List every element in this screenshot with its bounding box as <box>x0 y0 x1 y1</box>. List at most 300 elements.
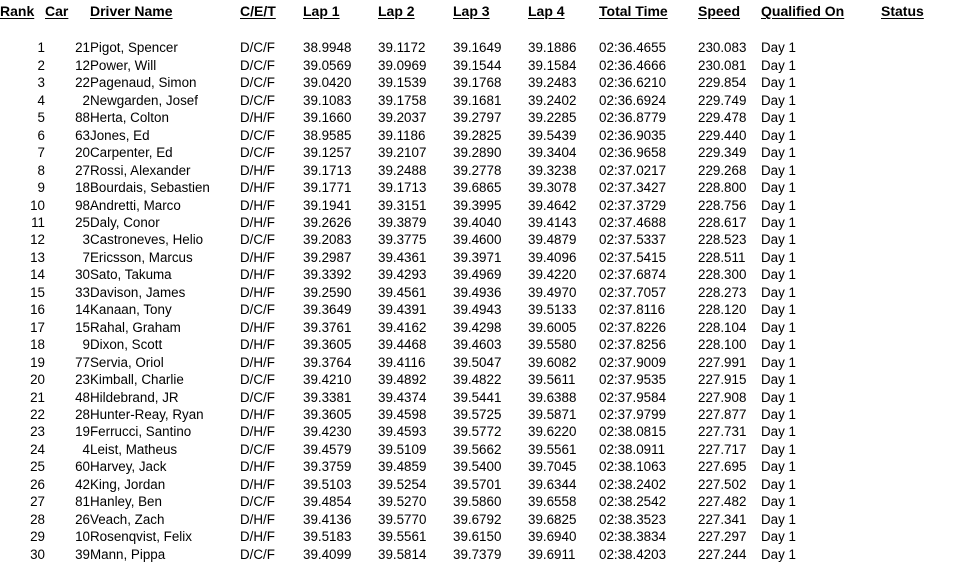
cell-qualified-on: Day 1 <box>761 145 796 161</box>
cell-lap-3: 39.2797 <box>453 110 502 126</box>
cell-car: 23 <box>75 372 90 388</box>
cell-lap-1: 39.4136 <box>303 511 352 527</box>
header-row <box>0 0 963 22</box>
cell-total-time: 02:36.6210 <box>599 75 667 91</box>
cell-total-time: 02:37.3427 <box>599 180 667 196</box>
table-row <box>0 197 963 214</box>
cell-lap-4: 39.3404 <box>528 145 577 161</box>
cell-qualified-on: Day 1 <box>761 459 796 475</box>
cell-driver-name: Hildebrand, JR <box>90 389 179 405</box>
cell-cet: D/H/F <box>240 529 275 545</box>
cell-speed: 228.120 <box>698 302 747 318</box>
header-status: Status <box>881 3 924 19</box>
cell-car: 18 <box>75 180 90 196</box>
cell-rank: 11 <box>31 214 45 230</box>
cell-lap-1: 39.4579 <box>303 441 352 457</box>
cell-lap-1: 39.1083 <box>303 92 352 108</box>
cell-lap-1: 39.2987 <box>303 249 352 265</box>
cell-car: 42 <box>75 476 90 492</box>
cell-rank: 7 <box>37 145 45 161</box>
cell-lap-2: 39.4293 <box>378 267 427 283</box>
cell-car: 10 <box>75 529 90 545</box>
cell-lap-3: 39.6865 <box>453 180 502 196</box>
table-row <box>0 371 963 388</box>
cell-status <box>881 493 963 510</box>
cell-car: 2 <box>82 92 90 108</box>
cell-lap-1: 39.3381 <box>303 389 352 405</box>
cell-rank: 26 <box>30 476 45 492</box>
table-row <box>0 144 963 161</box>
cell-total-time: 02:36.8779 <box>599 110 667 126</box>
cell-lap-2: 39.3151 <box>378 197 427 213</box>
cell-lap-3: 39.4822 <box>453 372 502 388</box>
cell-qualified-on: Day 1 <box>761 529 796 545</box>
cell-lap-2: 39.1186 <box>378 127 426 143</box>
cell-lap-4: 39.2285 <box>528 110 577 126</box>
cell-driver-name: Pagenaud, Simon <box>90 75 197 91</box>
cell-rank: 4 <box>37 92 45 108</box>
cell-driver-name: Davison, James <box>90 284 186 300</box>
cell-cet: D/C/F <box>240 494 275 510</box>
cell-car: 60 <box>75 459 90 475</box>
cell-qualified-on: Day 1 <box>761 406 796 422</box>
cell-lap-1: 39.2626 <box>303 214 352 230</box>
cell-total-time: 02:37.4688 <box>599 214 667 230</box>
cell-driver-name: Hanley, Ben <box>90 494 162 510</box>
cell-cet: D/H/F <box>240 110 275 126</box>
cell-lap-2: 39.4162 <box>378 319 427 335</box>
cell-lap-2: 39.4374 <box>378 389 427 405</box>
cell-rank: 17 <box>30 319 45 335</box>
cell-qualified-on: Day 1 <box>761 441 796 457</box>
cell-total-time: 02:38.2542 <box>599 494 667 510</box>
cell-status <box>881 423 963 440</box>
cell-lap-3: 39.6792 <box>453 511 502 527</box>
cell-total-time: 02:36.4666 <box>599 57 667 73</box>
cell-lap-3: 39.4600 <box>453 232 502 248</box>
cell-cet: D/H/F <box>240 284 275 300</box>
cell-lap-1: 39.5103 <box>303 476 352 492</box>
cell-lap-3: 39.5662 <box>453 441 502 457</box>
cell-lap-1: 39.4099 <box>303 546 352 562</box>
cell-total-time: 02:37.7057 <box>599 284 667 300</box>
cell-rank: 30 <box>30 546 45 562</box>
cell-status <box>881 109 963 126</box>
cell-status <box>881 197 963 214</box>
cell-car: 88 <box>75 110 90 126</box>
cell-car: 27 <box>75 162 90 178</box>
cell-car: 25 <box>75 214 90 230</box>
cell-rank: 1 <box>37 40 45 56</box>
cell-qualified-on: Day 1 <box>761 249 796 265</box>
cell-qualified-on: Day 1 <box>761 162 796 178</box>
cell-lap-1: 39.2590 <box>303 284 352 300</box>
cell-lap-3: 39.7379 <box>453 546 502 562</box>
cell-lap-1: 38.9585 <box>303 127 352 143</box>
cell-speed: 227.877 <box>698 406 747 422</box>
cell-total-time: 02:37.9584 <box>599 389 667 405</box>
table-row <box>0 336 963 353</box>
cell-lap-1: 39.4210 <box>303 372 352 388</box>
cell-status <box>881 92 963 109</box>
cell-total-time: 02:37.9535 <box>599 372 667 388</box>
cell-lap-4: 39.5133 <box>528 302 577 318</box>
cell-driver-name: Rosenqvist, Felix <box>90 529 192 545</box>
cell-speed: 227.341 <box>698 511 747 527</box>
cell-status <box>881 179 963 196</box>
cell-rank: 28 <box>30 511 45 527</box>
cell-lap-4: 39.4879 <box>528 232 577 248</box>
cell-lap-4: 39.1886 <box>528 40 577 56</box>
cell-lap-1: 39.3605 <box>303 406 352 422</box>
cell-car: 9 <box>82 337 90 353</box>
cell-speed: 228.617 <box>698 214 747 230</box>
cell-total-time: 02:37.8116 <box>599 302 666 318</box>
cell-lap-4: 39.4143 <box>528 214 577 230</box>
cell-driver-name: King, Jordan <box>90 476 166 492</box>
cell-speed: 230.083 <box>698 40 747 56</box>
cell-cet: D/C/F <box>240 92 275 108</box>
results-body <box>0 22 963 563</box>
cell-driver-name: Hunter-Reay, Ryan <box>90 406 204 422</box>
cell-status <box>881 354 963 371</box>
cell-cet: D/H/F <box>240 406 275 422</box>
cell-lap-2: 39.2107 <box>378 145 427 161</box>
cell-driver-name: Ferrucci, Santino <box>90 424 192 440</box>
cell-cet: D/C/F <box>240 232 275 248</box>
cell-rank: 27 <box>30 494 45 510</box>
cell-lap-2: 39.4598 <box>378 406 427 422</box>
cell-lap-1: 39.1713 <box>303 162 352 178</box>
cell-lap-3: 39.6150 <box>453 529 502 545</box>
cell-driver-name: Kanaan, Tony <box>90 302 172 318</box>
cell-lap-3: 39.4936 <box>453 284 502 300</box>
cell-car: 20 <box>75 145 90 161</box>
cell-total-time: 02:38.1063 <box>599 459 667 475</box>
cell-speed: 227.731 <box>698 424 747 440</box>
header-speed: Speed <box>698 3 741 19</box>
cell-car: 21 <box>75 40 90 56</box>
cell-lap-1: 39.3764 <box>303 354 352 370</box>
cell-rank: 18 <box>30 337 45 353</box>
header-lap-3: Lap 3 <box>453 3 490 19</box>
cell-lap-3: 39.5701 <box>453 476 502 492</box>
cell-status <box>881 511 963 528</box>
cell-lap-3: 39.5725 <box>453 406 502 422</box>
header-cet: C/E/T <box>240 3 276 19</box>
table-row <box>0 266 963 283</box>
cell-cet: D/C/F <box>240 40 275 56</box>
cell-cet: D/C/F <box>240 145 275 161</box>
table-row <box>0 493 963 510</box>
cell-total-time: 02:37.6874 <box>599 267 667 283</box>
cell-rank: 25 <box>30 459 45 475</box>
cell-speed: 229.749 <box>698 92 747 108</box>
cell-lap-4: 39.5580 <box>528 337 577 353</box>
cell-driver-name: Kimball, Charlie <box>90 372 184 388</box>
cell-cet: D/H/F <box>240 214 275 230</box>
cell-total-time: 02:38.3834 <box>599 529 667 545</box>
cell-status <box>881 127 963 144</box>
header-lap-4: Lap 4 <box>528 3 565 19</box>
cell-rank: 16 <box>30 302 45 318</box>
cell-lap-2: 39.4561 <box>378 284 427 300</box>
cell-lap-2: 39.5254 <box>378 476 427 492</box>
cell-lap-2: 39.5270 <box>378 494 427 510</box>
cell-driver-name: Carpenter, Ed <box>90 145 173 161</box>
cell-cet: D/H/F <box>240 162 275 178</box>
header-total-time: Total Time <box>599 3 668 19</box>
cell-qualified-on: Day 1 <box>761 40 796 56</box>
cell-lap-4: 39.4220 <box>528 267 577 283</box>
cell-rank: 9 <box>37 180 45 196</box>
cell-cet: D/H/F <box>240 459 275 475</box>
cell-lap-2: 39.0969 <box>378 57 427 73</box>
cell-qualified-on: Day 1 <box>761 302 796 318</box>
cell-rank: 5 <box>37 110 45 126</box>
cell-qualified-on: Day 1 <box>761 511 796 527</box>
cell-cet: D/H/F <box>240 319 275 335</box>
cell-lap-2: 39.5814 <box>378 546 427 562</box>
cell-rank: 20 <box>30 372 45 388</box>
cell-lap-4: 39.1584 <box>528 57 577 73</box>
table-row <box>0 406 963 423</box>
cell-qualified-on: Day 1 <box>761 546 796 562</box>
cell-lap-4: 39.4970 <box>528 284 577 300</box>
cell-total-time: 02:37.8226 <box>599 319 667 335</box>
cell-lap-4: 39.6344 <box>528 476 577 492</box>
table-row <box>0 92 963 109</box>
cell-car: 77 <box>75 354 90 370</box>
cell-cet: D/C/F <box>240 302 275 318</box>
cell-cet: D/C/F <box>240 546 275 562</box>
cell-lap-3: 39.4040 <box>453 214 502 230</box>
cell-speed: 229.349 <box>698 145 747 161</box>
cell-lap-2: 39.4859 <box>378 459 427 475</box>
cell-qualified-on: Day 1 <box>761 127 796 143</box>
cell-qualified-on: Day 1 <box>761 267 796 283</box>
cell-driver-name: Rossi, Alexander <box>90 162 191 178</box>
cell-lap-1: 39.3649 <box>303 302 352 318</box>
cell-total-time: 02:36.9035 <box>599 127 667 143</box>
cell-lap-1: 39.1257 <box>303 145 352 161</box>
cell-lap-3: 39.1544 <box>453 57 502 73</box>
cell-speed: 228.300 <box>698 267 747 283</box>
cell-lap-3: 39.5441 <box>453 389 502 405</box>
cell-cet: D/C/F <box>240 127 275 143</box>
cell-qualified-on: Day 1 <box>761 337 796 353</box>
cell-speed: 228.800 <box>698 180 747 196</box>
cell-lap-4: 39.4096 <box>528 249 577 265</box>
cell-rank: 13 <box>30 249 45 265</box>
cell-lap-3: 39.4603 <box>453 337 502 353</box>
cell-lap-1: 39.2083 <box>303 232 352 248</box>
cell-qualified-on: Day 1 <box>761 110 796 126</box>
cell-qualified-on: Day 1 <box>761 180 796 196</box>
cell-lap-3: 39.5400 <box>453 459 502 475</box>
cell-lap-3: 39.3971 <box>453 249 502 265</box>
cell-lap-2: 39.2488 <box>378 162 427 178</box>
cell-lap-2: 39.5109 <box>378 441 427 457</box>
cell-rank: 29 <box>30 529 45 545</box>
cell-lap-4: 39.3078 <box>528 180 577 196</box>
cell-speed: 230.081 <box>698 57 747 73</box>
cell-lap-3: 39.3995 <box>453 197 502 213</box>
cell-speed: 228.511 <box>698 249 746 265</box>
cell-lap-1: 39.0420 <box>303 75 352 91</box>
cell-lap-1: 38.9948 <box>303 40 352 56</box>
cell-lap-2: 39.4593 <box>378 424 427 440</box>
cell-lap-4: 39.6082 <box>528 354 577 370</box>
cell-cet: D/H/F <box>240 511 275 527</box>
table-row <box>0 476 963 493</box>
cell-lap-3: 39.2890 <box>453 145 502 161</box>
cell-lap-2: 39.1758 <box>378 92 427 108</box>
cell-driver-name: Veach, Zach <box>90 511 165 527</box>
cell-speed: 229.854 <box>698 75 747 91</box>
cell-lap-1: 39.3759 <box>303 459 352 475</box>
cell-status <box>881 57 963 74</box>
cell-status <box>881 441 963 458</box>
cell-total-time: 02:37.8256 <box>599 337 667 353</box>
cell-lap-1: 39.3761 <box>303 319 352 335</box>
cell-lap-4: 39.5611 <box>528 372 576 388</box>
cell-total-time: 02:36.4655 <box>599 40 667 56</box>
cell-speed: 228.104 <box>698 319 747 335</box>
cell-car: 4 <box>82 441 90 457</box>
cell-qualified-on: Day 1 <box>761 92 796 108</box>
table-row <box>0 109 963 126</box>
cell-car: 81 <box>75 494 90 510</box>
table-row <box>0 319 963 336</box>
cell-qualified-on: Day 1 <box>761 319 796 335</box>
cell-lap-3: 39.4969 <box>453 267 502 283</box>
cell-status <box>881 162 963 179</box>
cell-speed: 227.502 <box>698 476 747 492</box>
cell-qualified-on: Day 1 <box>761 494 796 510</box>
cell-qualified-on: Day 1 <box>761 372 796 388</box>
cell-cet: D/C/F <box>240 75 275 91</box>
cell-lap-4: 39.6940 <box>528 529 577 545</box>
cell-total-time: 02:37.0217 <box>599 162 667 178</box>
cell-status <box>881 74 963 91</box>
cell-rank: 21 <box>30 389 45 405</box>
cell-driver-name: Castroneves, Helio <box>90 232 204 248</box>
cell-qualified-on: Day 1 <box>761 354 796 370</box>
cell-lap-1: 39.3605 <box>303 337 352 353</box>
cell-lap-4: 39.2402 <box>528 92 577 108</box>
cell-lap-3: 39.2778 <box>453 162 502 178</box>
cell-car: 98 <box>75 197 90 213</box>
cell-speed: 227.482 <box>698 494 747 510</box>
cell-lap-4: 39.2483 <box>528 75 577 91</box>
cell-speed: 228.756 <box>698 197 747 213</box>
table-row <box>0 511 963 528</box>
cell-total-time: 02:37.5337 <box>599 232 667 248</box>
cell-total-time: 02:37.9009 <box>599 354 667 370</box>
cell-status <box>881 284 963 301</box>
cell-lap-2: 39.4892 <box>378 372 427 388</box>
cell-rank: 12 <box>30 232 45 248</box>
cell-rank: 15 <box>30 284 45 300</box>
cell-lap-4: 39.6005 <box>528 319 577 335</box>
cell-cet: D/H/F <box>240 267 275 283</box>
cell-speed: 228.100 <box>698 337 747 353</box>
cell-lap-2: 39.4361 <box>378 249 427 265</box>
cell-lap-2: 39.3879 <box>378 214 427 230</box>
cell-status <box>881 458 963 475</box>
cell-speed: 227.717 <box>698 441 747 457</box>
table-row <box>0 127 963 144</box>
cell-speed: 227.695 <box>698 459 747 475</box>
cell-total-time: 02:37.5415 <box>599 249 667 265</box>
cell-status <box>881 336 963 353</box>
cell-car: 63 <box>75 127 90 143</box>
cell-lap-1: 39.5183 <box>303 529 352 545</box>
cell-speed: 227.297 <box>698 529 747 545</box>
cell-car: 15 <box>75 319 90 335</box>
table-row <box>0 162 963 179</box>
cell-speed: 229.440 <box>698 127 747 143</box>
cell-driver-name: Power, Will <box>90 57 157 73</box>
cell-qualified-on: Day 1 <box>761 389 796 405</box>
table-row <box>0 57 963 74</box>
header-lap-2: Lap 2 <box>378 3 415 19</box>
cell-cet: D/H/F <box>240 354 275 370</box>
cell-status <box>881 301 963 318</box>
cell-cet: D/C/F <box>240 57 275 73</box>
cell-qualified-on: Day 1 <box>761 284 796 300</box>
cell-driver-name: Leist, Matheus <box>90 441 178 457</box>
cell-cet: D/H/F <box>240 424 275 440</box>
cell-status <box>881 231 963 248</box>
cell-cet: D/H/F <box>240 180 275 196</box>
cell-driver-name: Pigot, Spencer <box>90 40 178 56</box>
cell-rank: 14 <box>30 267 45 283</box>
header-lap-1: Lap 1 <box>303 3 340 19</box>
cell-lap-3: 39.5047 <box>453 354 502 370</box>
cell-total-time: 02:36.6924 <box>599 92 667 108</box>
cell-status <box>881 546 963 563</box>
cell-lap-2: 39.4468 <box>378 337 427 353</box>
cell-lap-1: 39.1771 <box>303 180 352 196</box>
cell-cet: D/H/F <box>240 476 275 492</box>
table-row <box>0 179 963 196</box>
cell-speed: 228.273 <box>698 284 747 300</box>
table-row <box>0 249 963 266</box>
cell-lap-4: 39.5439 <box>528 127 577 143</box>
cell-cet: D/C/F <box>240 389 275 405</box>
cell-rank: 2 <box>37 57 45 73</box>
cell-car: 26 <box>75 511 90 527</box>
cell-lap-4: 39.6911 <box>528 546 576 562</box>
cell-qualified-on: Day 1 <box>761 232 796 248</box>
cell-car: 39 <box>75 546 90 562</box>
cell-car: 12 <box>75 57 90 73</box>
cell-lap-2: 39.1172 <box>378 40 426 56</box>
cell-lap-3: 39.4943 <box>453 302 502 318</box>
header-qualified-on: Qualified On <box>761 3 845 19</box>
cell-car: 48 <box>75 389 90 405</box>
header-driver-name: Driver Name <box>90 3 173 19</box>
cell-status <box>881 39 963 56</box>
table-row <box>0 423 963 440</box>
cell-status <box>881 144 963 161</box>
cell-driver-name: Bourdais, Sebastien <box>90 180 210 196</box>
cell-qualified-on: Day 1 <box>761 424 796 440</box>
cell-rank: 8 <box>37 162 45 178</box>
cell-lap-2: 39.4391 <box>378 302 427 318</box>
